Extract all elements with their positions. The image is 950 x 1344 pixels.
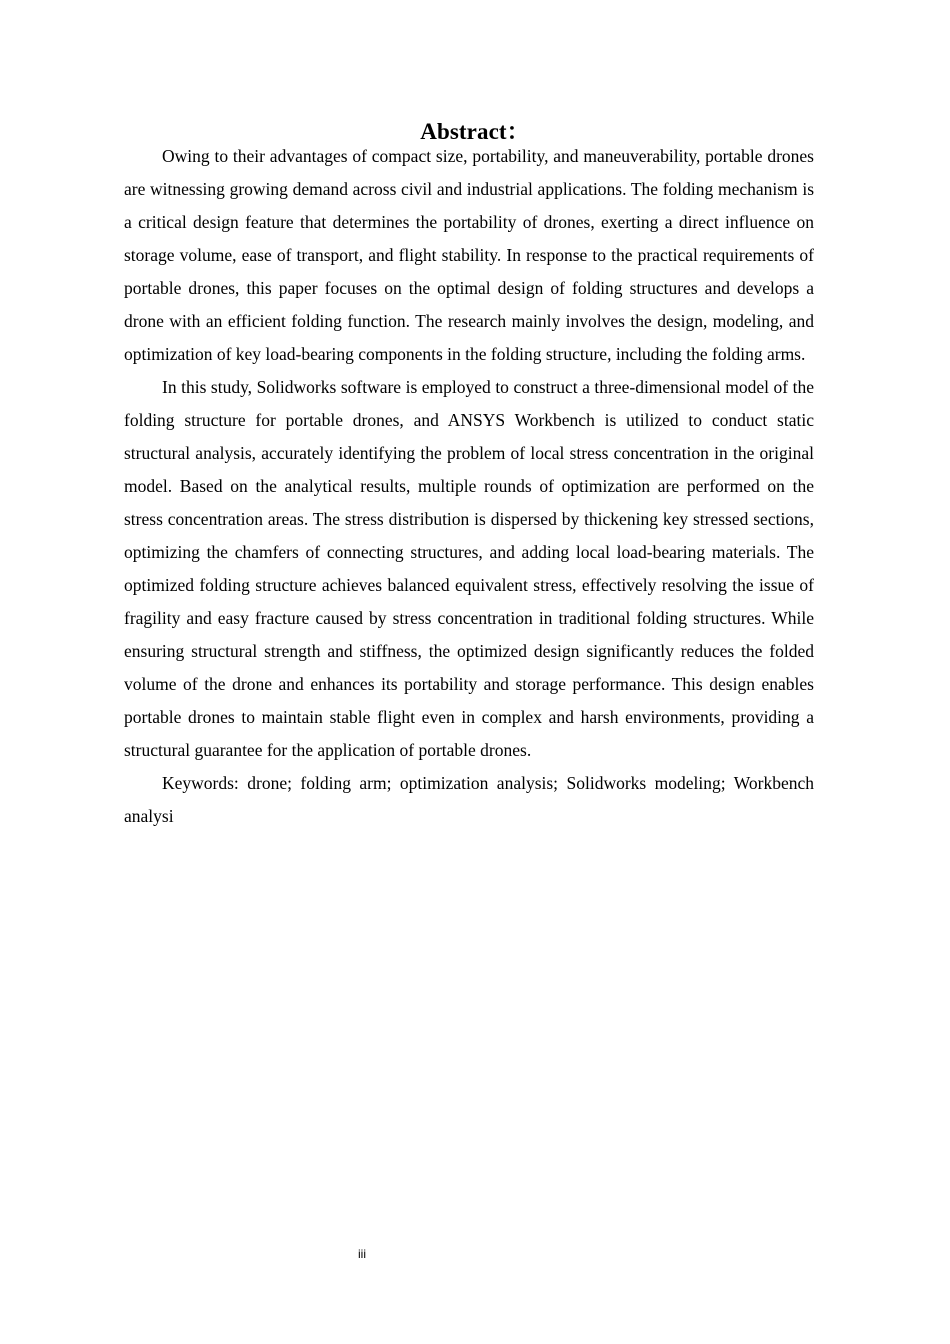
abstract-body — [124, 140, 814, 833]
keywords-paragraph: Keywords: drone; folding arm; optimization analysis; Solidworks modeling; Workbench analysi — [124, 773, 814, 826]
page-number: iii — [358, 1247, 366, 1261]
abstract-paragraph-1: Owing to their advantages of compact size, portability, and maneuverability, portable drones are witnessing growing demand across civil and industrial applications. The folding mechanism is a critical design feature that determines the portability of drones, exerting a direct influence on storage volume, ease of transport, and flight stability. In response to the practical requirements of portable drones, this paper focuses on the optimal design of folding structures and develops a drone with an efficient folding function. The research mainly involves the design, modeling, and optimization of key load-bearing components in the folding structure, including the folding arms. — [124, 146, 814, 364]
abstract-paragraph-2: In this study, Solidworks software is employed to construct a three-dimensional model of the folding structure for portable drones, and ANSYS Workbench is utilized to conduct static structural analysis, accurately identifying the problem of local stress concentration in the original model. Based on the analytical results, multiple rounds of optimization are performed on the stress concentration areas. The stress distribution is dispersed by thickening key stressed sections, optimizing the chamfers of connecting structures, and adding local load-bearing materials. The optimized folding structure achieves balanced equivalent stress, effectively resolving the issue of fragility and easy fracture caused by stress concentration in traditional folding structures. While ensuring structural strength and stiffness, the optimized design significantly reduces the folded volume of the drone and enhances its portability and storage performance. This design enables portable drones to maintain stable flight even in complex and harsh environments, providing a structural guarantee for the application of portable drones. — [124, 377, 814, 760]
abstract-heading: Abstract： — [420, 119, 530, 144]
